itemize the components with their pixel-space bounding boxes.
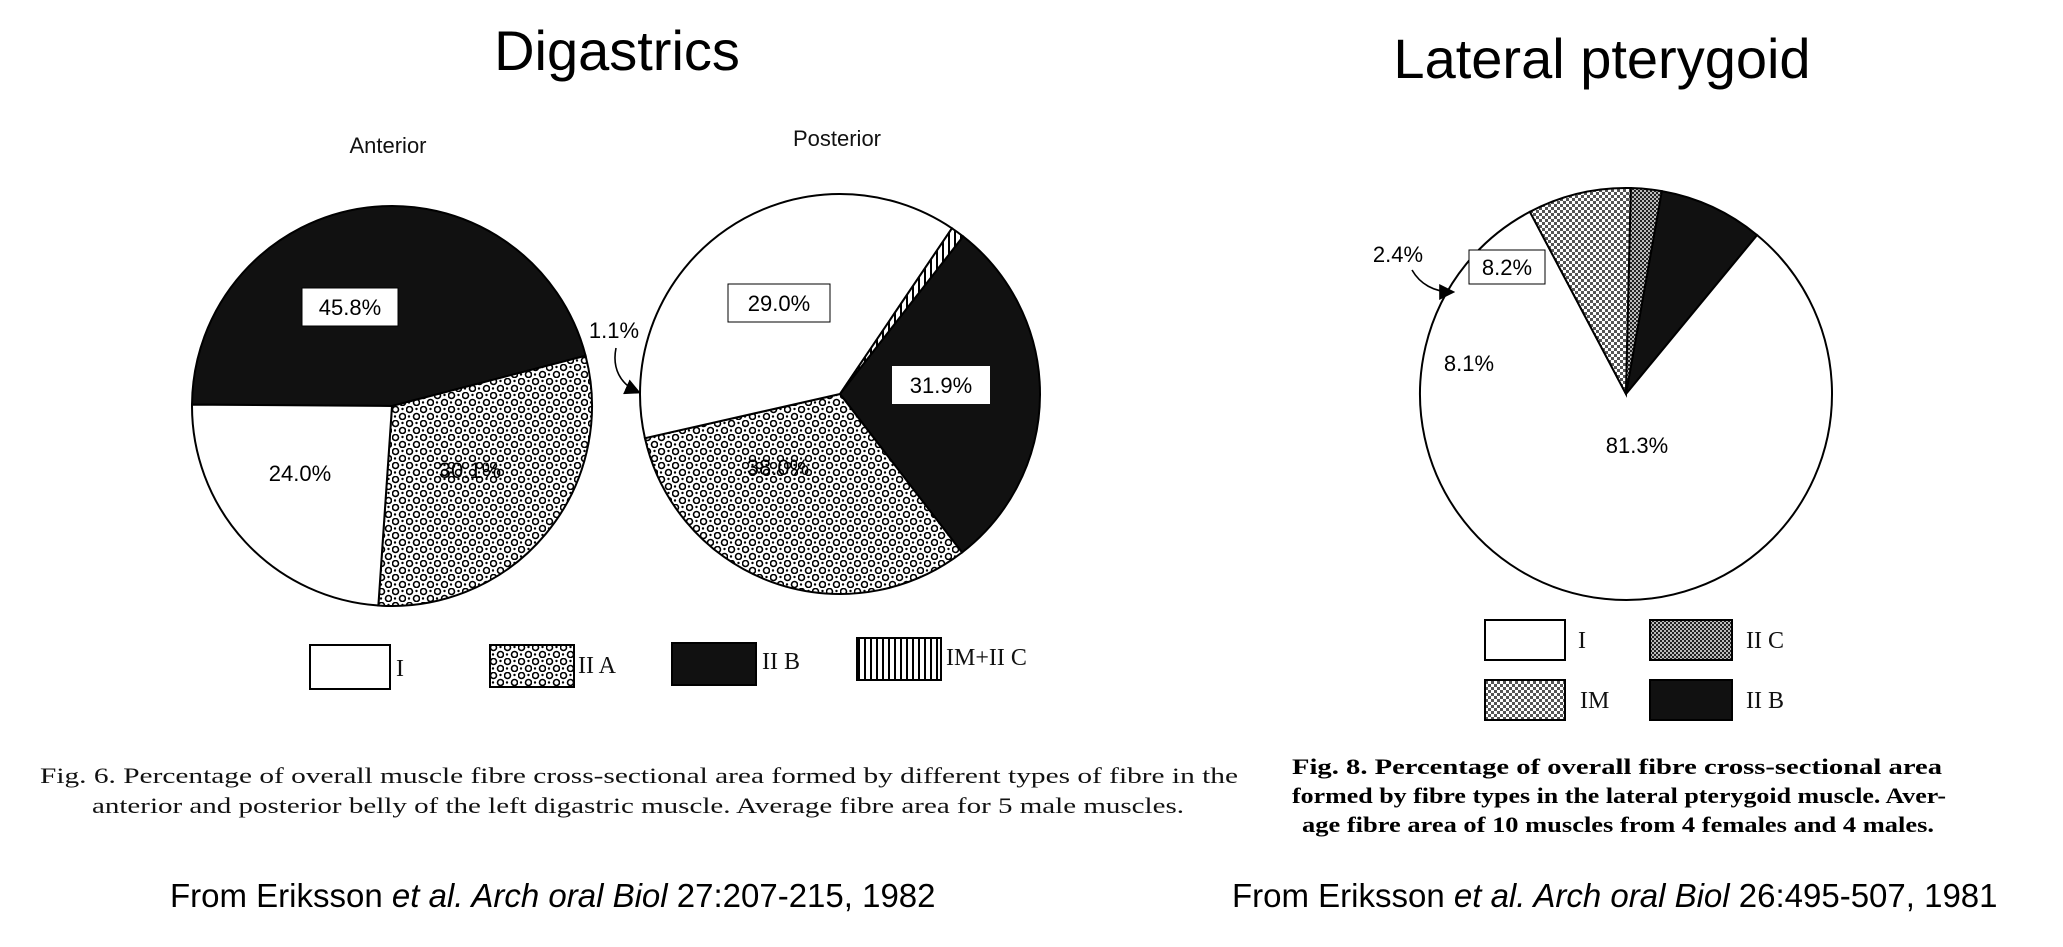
legend-swatch-white bbox=[1485, 620, 1565, 660]
legend-item bbox=[857, 638, 1027, 680]
legend-swatch-black bbox=[1650, 680, 1732, 720]
legend-left bbox=[310, 638, 1027, 689]
data-label-anterior-iia: 30.1% bbox=[438, 458, 502, 483]
data-label-pterygoid-im: 8.1% bbox=[1443, 351, 1495, 376]
legend-item bbox=[310, 645, 404, 689]
legend-label: IM+II C bbox=[946, 645, 1027, 671]
citation-right bbox=[1232, 877, 1998, 914]
legend-item bbox=[1650, 680, 1784, 720]
citation-right-italic: et al. Arch oral Biol bbox=[1453, 877, 1730, 914]
data-label-pterygoid-i: 81.3% bbox=[1605, 433, 1669, 458]
legend-swatch-black bbox=[672, 643, 756, 685]
data-label-anterior-iib: 45.8% bbox=[318, 295, 382, 320]
pie-slice-i bbox=[192, 405, 392, 606]
figure-caption-left-line2: anterior and posterior belly of the left digastric muscle. Average fibre area for 5 male muscles. bbox=[92, 793, 1184, 818]
data-label-posterior-imiic: 1.1% bbox=[588, 318, 640, 343]
figure-caption-right-line1: Fig. 8. Percentage of overall fibre cross-sectional area bbox=[1292, 754, 1942, 779]
legend-label: IM bbox=[1580, 688, 1610, 714]
legend-swatch-darkcheck bbox=[1650, 620, 1732, 660]
citation-left-suffix: 27:207-215, 1982 bbox=[667, 877, 936, 914]
slice-label-box bbox=[1469, 250, 1545, 284]
data-label-pterygoid-iic: 2.4% bbox=[1372, 242, 1424, 267]
legend-right bbox=[1485, 620, 1784, 720]
data-label-posterior-iib: 29.0% bbox=[747, 291, 811, 316]
legend-swatch-check bbox=[1485, 680, 1565, 720]
data-label-posterior-iia: 31.9% bbox=[909, 373, 973, 398]
figure-caption-right-line2: formed by fibre types in the lateral pterygoid muscle. Aver- bbox=[1292, 783, 1946, 808]
left-heading: Digastrics bbox=[494, 19, 740, 82]
legend-swatch-vstripes bbox=[857, 638, 941, 680]
citation-right-prefix: From Eriksson bbox=[1232, 877, 1454, 914]
right-heading: Lateral pterygoid bbox=[1393, 27, 1811, 90]
figure-caption-left-line1: Fig. 6. Percentage of overall muscle fibre cross-sectional area formed by different types of fibre in the bbox=[40, 763, 1238, 788]
slice-label-box bbox=[1432, 346, 1506, 380]
data-label-posterior-i: 38.0% bbox=[746, 455, 810, 480]
legend-item bbox=[672, 643, 800, 685]
legend-item bbox=[1485, 620, 1586, 660]
pie-chart-anterior bbox=[192, 206, 592, 606]
legend-item bbox=[1485, 680, 1609, 720]
slice-label-box bbox=[728, 284, 830, 322]
legend-item bbox=[490, 645, 617, 687]
pie-title-anterior: Anterior bbox=[349, 133, 427, 158]
figure-caption-right-line3: age fibre area of 10 muscles from 4 females and 4 males. bbox=[1302, 812, 1934, 837]
legend-label: I bbox=[396, 656, 404, 682]
legend-label: II B bbox=[1746, 688, 1784, 714]
legend-item bbox=[1650, 620, 1784, 660]
slice-label-box bbox=[892, 366, 990, 404]
pie-title-posterior: Posterior bbox=[792, 126, 882, 151]
legend-label: II A bbox=[578, 653, 616, 679]
citation-left-prefix: From Eriksson bbox=[170, 877, 392, 914]
legend-swatch-white bbox=[310, 645, 390, 689]
data-label-pterygoid-iib: 8.2% bbox=[1481, 255, 1533, 280]
citation-left bbox=[170, 877, 936, 914]
data-label-anterior-i: 24.0% bbox=[268, 461, 332, 486]
slice-label-box bbox=[302, 288, 398, 326]
legend-label: II C bbox=[1746, 628, 1784, 654]
legend-swatch-dots bbox=[490, 645, 574, 687]
arrow-posterior-imiic bbox=[615, 348, 638, 392]
legend-label: II B bbox=[762, 649, 800, 675]
legend-label: I bbox=[1578, 628, 1586, 654]
citation-right-suffix: 26:495-507, 1981 bbox=[1729, 877, 1998, 914]
citation-left-italic: et al. Arch oral Biol bbox=[391, 877, 668, 914]
arrow-pterygoid-iic bbox=[1412, 270, 1452, 292]
